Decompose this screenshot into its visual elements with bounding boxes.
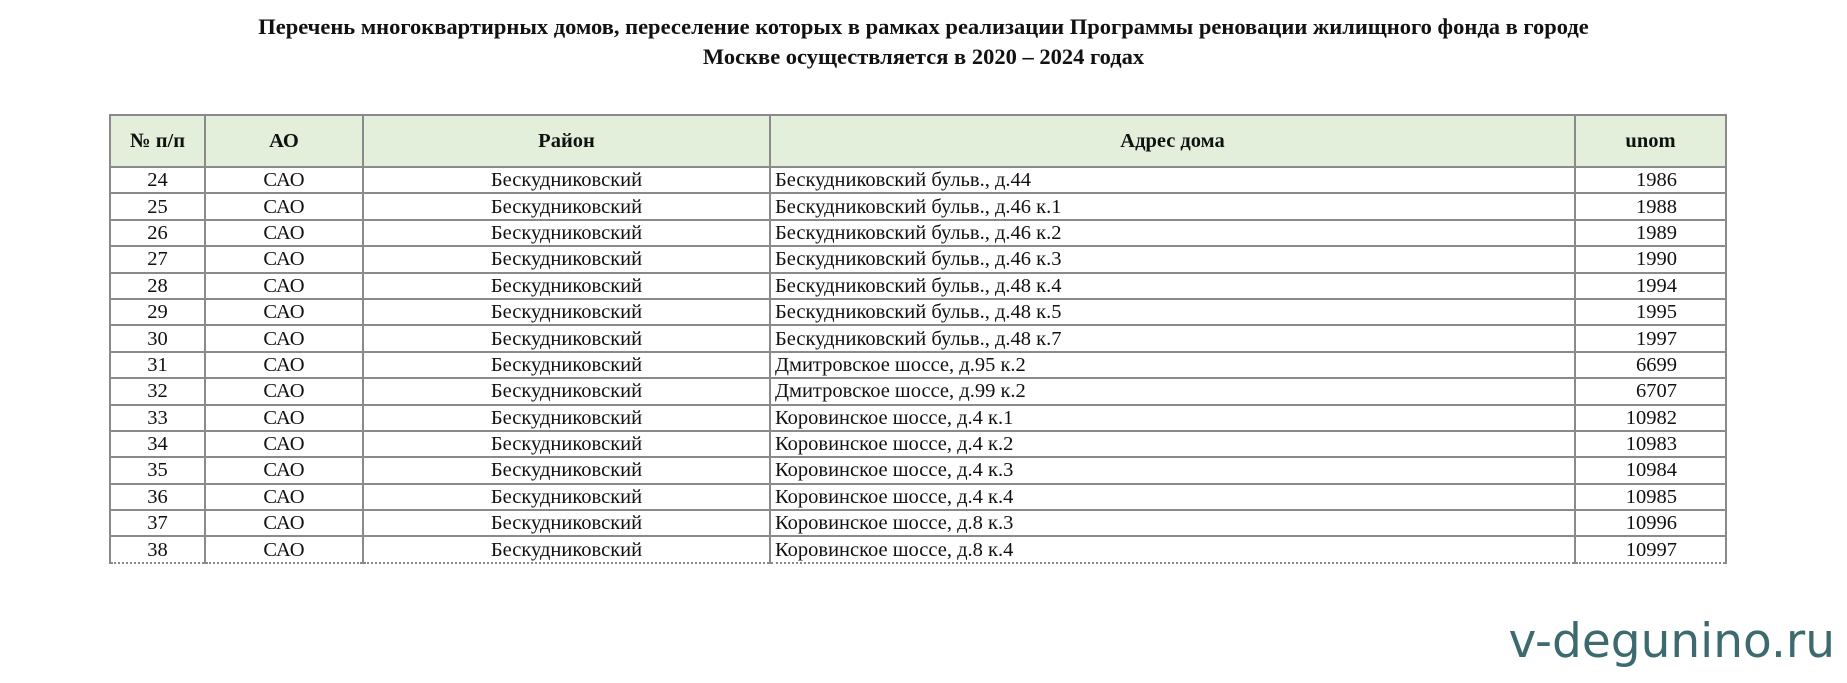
cell-address: Бескудниковский бульв., д.46 к.1 — [770, 193, 1575, 219]
table-row — [110, 167, 1726, 193]
cell-district: Бескудниковский — [363, 510, 770, 536]
cell-number: 32 — [110, 378, 205, 404]
cell-district: Бескудниковский — [363, 484, 770, 510]
cell-ao: САО — [205, 273, 363, 299]
document-title — [0, 12, 1847, 72]
document-title-line-1: Перечень многоквартирных домов, переселение которых в рамках реализации Программы реновации жилищного фонда в городе — [258, 14, 1589, 39]
cell-address: Коровинское шоссе, д.8 к.4 — [770, 536, 1575, 562]
cell-ao: САО — [205, 352, 363, 378]
cell-number: 27 — [110, 246, 205, 272]
cell-district: Бескудниковский — [363, 405, 770, 431]
cell-unom: 10997 — [1575, 536, 1726, 562]
cell-unom: 1995 — [1575, 299, 1726, 325]
table-row — [110, 484, 1726, 510]
cell-ao: САО — [205, 405, 363, 431]
site-watermark: v-degunino.ru — [1508, 614, 1835, 669]
cell-ao: САО — [205, 510, 363, 536]
cell-address: Коровинское шоссе, д.4 к.1 — [770, 405, 1575, 431]
table-row — [110, 431, 1726, 457]
cell-number: 35 — [110, 457, 205, 483]
cell-address: Бескудниковский бульв., д.48 к.5 — [770, 299, 1575, 325]
table-row — [110, 220, 1726, 246]
cell-address: Коровинское шоссе, д.8 к.3 — [770, 510, 1575, 536]
cell-district: Бескудниковский — [363, 352, 770, 378]
cell-unom: 1990 — [1575, 246, 1726, 272]
cell-number: 33 — [110, 405, 205, 431]
table-row — [110, 273, 1726, 299]
cell-address: Бескудниковский бульв., д.44 — [770, 167, 1575, 193]
cell-unom: 10982 — [1575, 405, 1726, 431]
cell-ao: САО — [205, 246, 363, 272]
cell-ao: САО — [205, 299, 363, 325]
cell-district: Бескудниковский — [363, 246, 770, 272]
cell-district: Бескудниковский — [363, 299, 770, 325]
cell-address: Бескудниковский бульв., д.46 к.2 — [770, 220, 1575, 246]
cell-number: 24 — [110, 167, 205, 193]
cell-ao: САО — [205, 536, 363, 562]
column-header-ao: АО — [205, 115, 363, 167]
table-row — [110, 457, 1726, 483]
cell-number: 26 — [110, 220, 205, 246]
cell-unom: 1994 — [1575, 273, 1726, 299]
cell-district: Бескудниковский — [363, 457, 770, 483]
cell-number: 25 — [110, 193, 205, 219]
cell-ao: САО — [205, 431, 363, 457]
cell-address: Бескудниковский бульв., д.46 к.3 — [770, 246, 1575, 272]
cell-unom: 10985 — [1575, 484, 1726, 510]
cell-ao: САО — [205, 325, 363, 351]
cell-unom: 10983 — [1575, 431, 1726, 457]
table-row — [110, 299, 1726, 325]
cell-address: Коровинское шоссе, д.4 к.3 — [770, 457, 1575, 483]
cell-unom: 1988 — [1575, 193, 1726, 219]
cell-district: Бескудниковский — [363, 536, 770, 562]
cell-unom: 10984 — [1575, 457, 1726, 483]
cell-ao: САО — [205, 378, 363, 404]
cell-district: Бескудниковский — [363, 273, 770, 299]
cell-address: Коровинское шоссе, д.4 к.2 — [770, 431, 1575, 457]
cell-number: 38 — [110, 536, 205, 562]
document-title-line-2: Москве осуществляется в 2020 – 2024 годах — [702, 44, 1145, 69]
cell-district: Бескудниковский — [363, 325, 770, 351]
column-header-address: Адрес дома — [770, 115, 1575, 167]
houses-table — [109, 114, 1727, 564]
cell-number: 28 — [110, 273, 205, 299]
cell-number: 37 — [110, 510, 205, 536]
cell-district: Бескудниковский — [363, 167, 770, 193]
cell-number: 30 — [110, 325, 205, 351]
cell-address: Бескудниковский бульв., д.48 к.4 — [770, 273, 1575, 299]
table-row — [110, 193, 1726, 219]
cell-district: Бескудниковский — [363, 193, 770, 219]
cell-ao: САО — [205, 167, 363, 193]
cell-ao: САО — [205, 484, 363, 510]
column-header-number: № п/п — [110, 115, 205, 167]
table-body — [110, 167, 1726, 563]
cell-address: Бескудниковский бульв., д.48 к.7 — [770, 325, 1575, 351]
table-row — [110, 246, 1726, 272]
cell-ao: САО — [205, 193, 363, 219]
column-header-unom: unom — [1575, 115, 1726, 167]
cell-district: Бескудниковский — [363, 431, 770, 457]
table-header-row — [110, 115, 1726, 167]
cell-address: Дмитровское шоссе, д.99 к.2 — [770, 378, 1575, 404]
table-row — [110, 510, 1726, 536]
cell-number: 34 — [110, 431, 205, 457]
table-row — [110, 325, 1726, 351]
table-row — [110, 536, 1726, 562]
cell-number: 29 — [110, 299, 205, 325]
cell-unom: 1997 — [1575, 325, 1726, 351]
cell-unom: 1989 — [1575, 220, 1726, 246]
cell-ao: САО — [205, 220, 363, 246]
cell-number: 36 — [110, 484, 205, 510]
cell-district: Бескудниковский — [363, 220, 770, 246]
cell-address: Коровинское шоссе, д.4 к.4 — [770, 484, 1575, 510]
cell-number: 31 — [110, 352, 205, 378]
table-row — [110, 352, 1726, 378]
cell-address: Дмитровское шоссе, д.95 к.2 — [770, 352, 1575, 378]
cell-unom: 10996 — [1575, 510, 1726, 536]
cell-ao: САО — [205, 457, 363, 483]
table-row — [110, 405, 1726, 431]
column-header-district: Район — [363, 115, 770, 167]
cell-district: Бескудниковский — [363, 378, 770, 404]
cell-unom: 1986 — [1575, 167, 1726, 193]
cell-unom: 6707 — [1575, 378, 1726, 404]
table-row — [110, 378, 1726, 404]
cell-unom: 6699 — [1575, 352, 1726, 378]
